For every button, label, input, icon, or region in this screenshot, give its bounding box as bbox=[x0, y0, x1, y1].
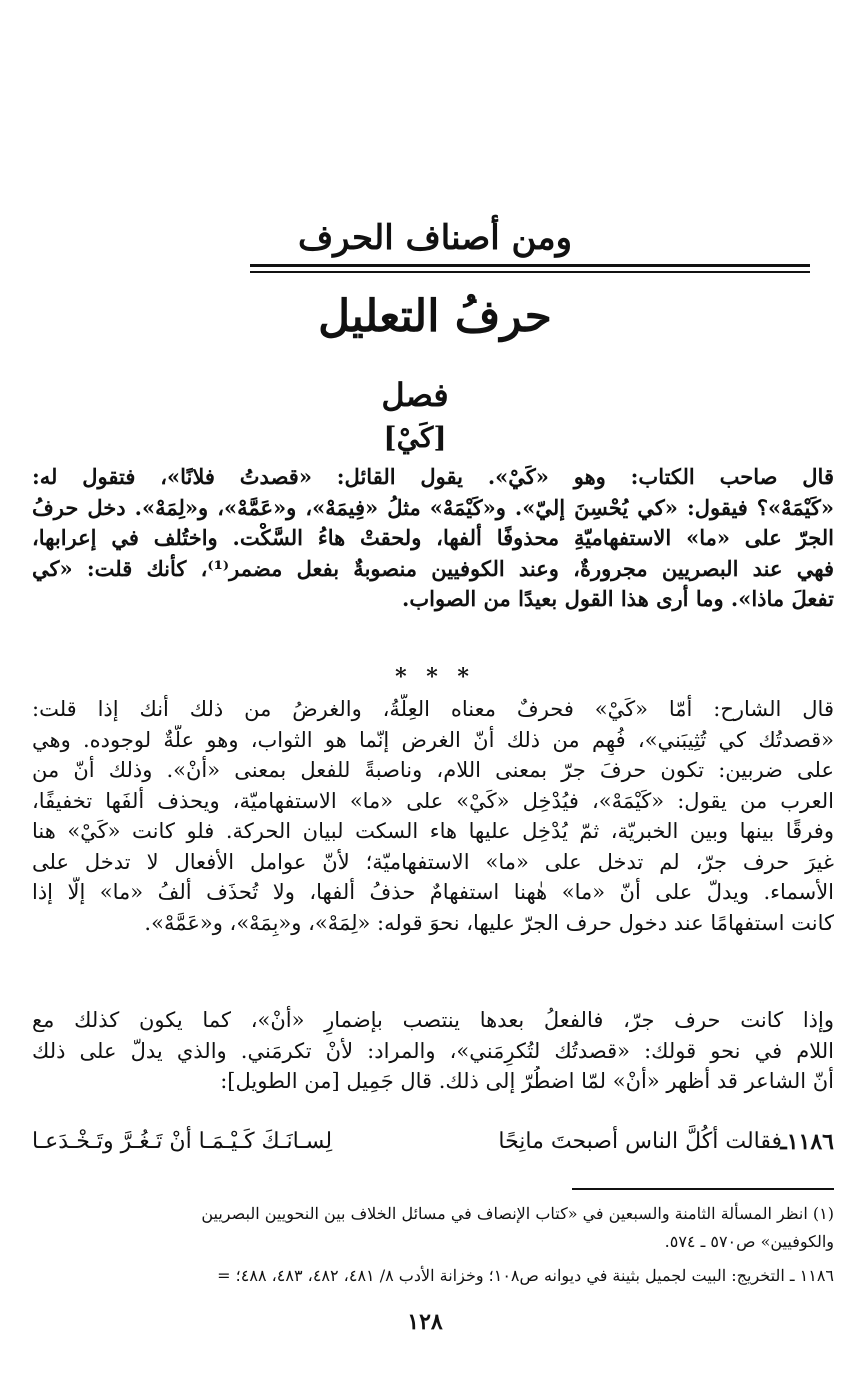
section-heading: ومن أصناف الحرف bbox=[297, 218, 573, 258]
footnote-line: والكوفيين» ص٥٧٠ ـ ٥٧٤. bbox=[664, 1232, 834, 1251]
main-text-line: الجرّ على «ما» الاستفهاميّةِ محذوفًا ألفها، ولحقتْ هاءُ السَّكْت. واختُلف في إعرابها، bbox=[32, 525, 834, 550]
footnote bbox=[20, 1200, 834, 1256]
commentary-paragraph bbox=[32, 694, 834, 938]
fasl-title: فصل bbox=[381, 376, 449, 414]
verse-number: ١١٨٦ـ bbox=[780, 1129, 834, 1155]
commentary-line: «قصدتُك كي تُثِيبَني»، فُهِم من ذلك أنّ الغرض إنّما هو الثواب، وهو علّةٌ لوجوده. وهي bbox=[32, 727, 834, 752]
verse-second-hemistich: لِسـانَـكَ كَـيْـمَـا أنْ تَـغُـرَّ وتَـخْـدَعـا bbox=[32, 1129, 333, 1154]
footnote-divider bbox=[572, 1188, 834, 1190]
chapter-title: حرفُ التعليل bbox=[318, 291, 552, 342]
commentary-line: كانت استفهامًا عند دخول حرف الجرّ عليها، نحوَ قوله: «لِمَهْ»، و«بِمَهْ»، و«عَمَّهْ». bbox=[144, 910, 834, 935]
commentary-line: وفرقًا بينها وبين الخبريّة، ثمّ يُدْخِل عليها هاء السكت لبيان الحركة. فلو كانت «كَيْ» هنا bbox=[32, 819, 834, 843]
commentary-line: على ضربين: تكون حرفَ جرّ بمعنى اللام، وناصبةً للفعل بمعنى «أنْ». وذلك أنّ من bbox=[32, 758, 834, 782]
commentary-line: العرب من يقول: «كَيْمَهْ»، فيُدْخِل «كَيْ» على «ما» الاستفهاميّة، ويحذف ألفَها تخفيفًا، bbox=[32, 788, 834, 813]
main-text-line: قال صاحب الكتاب: وهو «كَيْ». يقول القائل: «قصدتُ فلانًا»، فتقول له: bbox=[32, 464, 834, 489]
heading-rule-top bbox=[250, 264, 810, 267]
commentary-line: غيرَ حرف جرّ، لم تدخل على «ما» الاستفهاميّة؛ لأنّ عوامل الأفعال لا تدخل على bbox=[32, 849, 834, 874]
main-text-line: «كَيْمَهْ»؟ فيقول: «كي يُحْسِنَ إليّ». و«كَيْمَهْ» مثلُ «فِيمَهْ»، و«عَمَّهْ»، و«لِمَهْ». دخل حرفُ bbox=[32, 494, 834, 520]
page-number: ١٢٨ bbox=[407, 1309, 443, 1335]
kay-title: [كَيْ] bbox=[383, 421, 447, 454]
main-text-line: فهي عند البصريين مجرورةٌ، وعند الكوفيين منصوبةٌ بفعل مضمر⁽¹⁾، كأنك قلت: «كي bbox=[32, 555, 834, 581]
commentary-line: الأسماء. ويدلّ على أنّ «ما» هٰهنا استفهامٌ حذفُ ألفها، ولا تُحذَف ألفُ «ما» إلّا إذا bbox=[32, 880, 834, 904]
section-separator: * * * bbox=[395, 664, 475, 690]
footnote bbox=[20, 1262, 834, 1290]
commentary-paragraph-2 bbox=[32, 1005, 834, 1097]
commentary-line: أنّ الشاعر قد أظهر «أنْ» لمّا اضطُرّ إلى ذلك. قال جَمِيل [من الطويل]: bbox=[220, 1069, 834, 1093]
commentary-line: وإذا كانت حرف جرّ، فالفعلُ بعدها ينتصب بإضمارِ «أنْ»، كما يكون كذلك مع bbox=[32, 1008, 834, 1032]
main-text-paragraph bbox=[32, 462, 834, 615]
commentary-line: قال الشارح: أمّا «كَيْ» فحرفٌ معناه العِلّةُ، والغرضُ من ذلك أنك إذا قلت: bbox=[32, 697, 834, 721]
footnote-line: ١١٨٦ ـ التخريج: البيت لجميل بثينة في ديوانه ص١٠٨؛ وخزانة الأدب ٨/ ٤٨١، ٤٨٢، ٤٨٣، ٤٨٨؛ = bbox=[217, 1266, 834, 1285]
poetry-verse bbox=[32, 1125, 834, 1159]
main-text-line: تفعلَ ماذا». وما أرى هذا القول بعيدًا من الصواب. bbox=[402, 586, 834, 611]
commentary-line: اللام في نحو قولك: «قصدتُك لتُكرِمَني»، والمراد: لأنْ تكرمَني. والذي يدلّ على ذلك bbox=[32, 1038, 834, 1063]
heading-rule-bottom bbox=[250, 271, 810, 273]
footnote-line: (١) انظر المسألة الثامنة والسبعين في «كتاب الإنصاف في مسائل الخلاف بين النحويين البصريين bbox=[201, 1204, 834, 1223]
verse-first-hemistich: فقالت أكُلَّ الناس أصبحتَ مانِحًا bbox=[498, 1129, 782, 1154]
